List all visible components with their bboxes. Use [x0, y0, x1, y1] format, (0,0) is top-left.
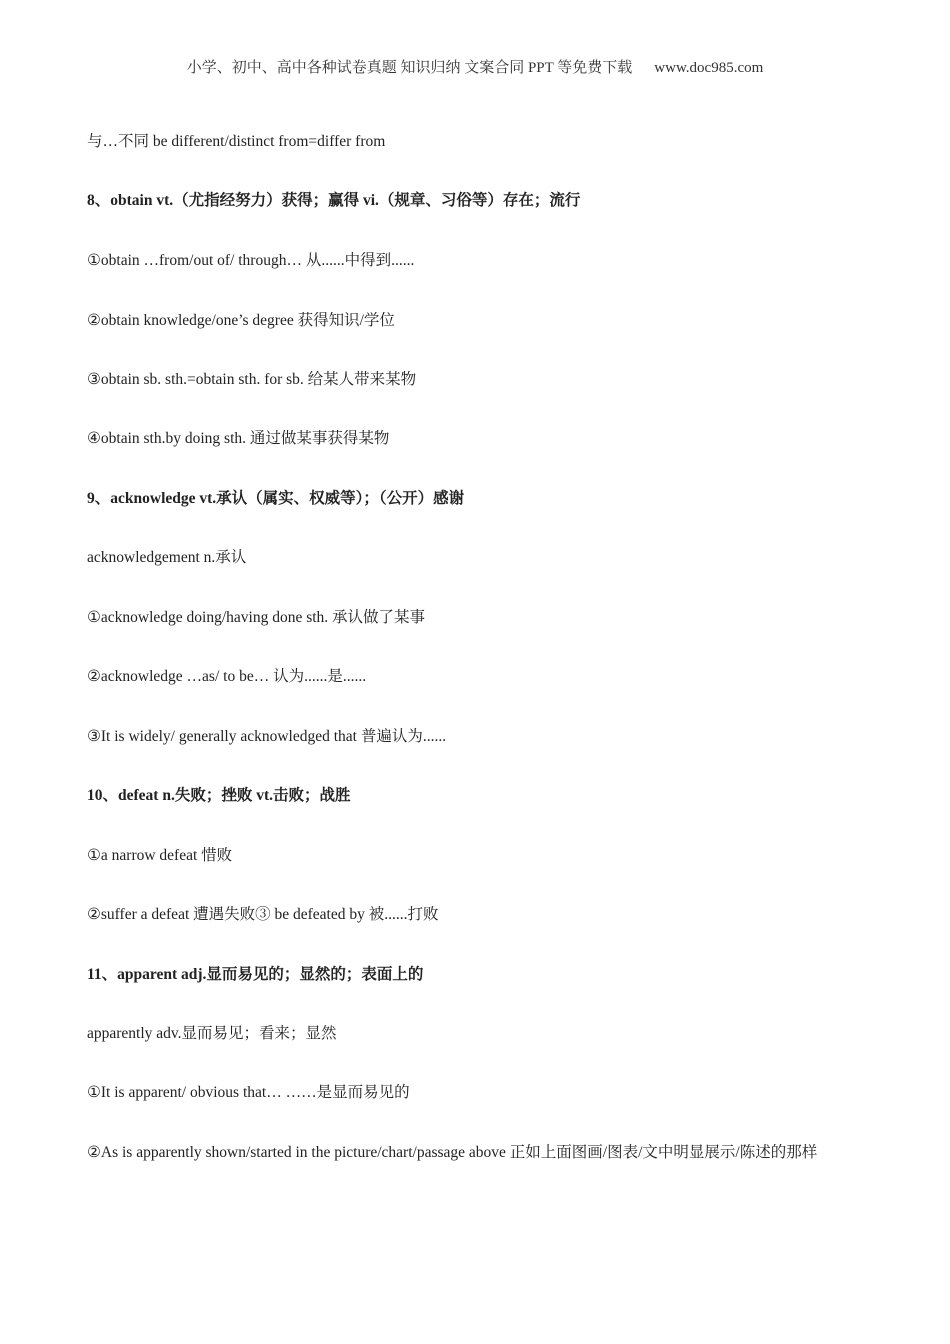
header-text: 小学、初中、高中各种试卷真题 知识归纳 文案合同 PPT 等免费下载 [186, 60, 633, 76]
entry-heading: 9、acknowledge vt.承认（属实、权威等）；（公开）感谢 [87, 490, 465, 507]
text-line: ②As is apparently shown/started in the picture/chart/passage above 正如上面图画/图表/文中明显展示/陈述的那样 [87, 1144, 818, 1161]
text-line: ①acknowledge doing/having done sth. 承认做了某事 [87, 609, 426, 626]
text-line: ③obtain sb. sth.=obtain sth. for sb. 给某人带来某物 [87, 371, 417, 388]
text-line: ①obtain …from/out of/ through… 从......中得到...... [87, 252, 415, 269]
text-line: ④obtain sth.by doing sth. 通过做某事获得某物 [87, 430, 390, 447]
text-line: 与…不同 be different/distinct from=differ from [87, 133, 386, 150]
text-line: ③It is widely/ generally acknowledged that 普遍认为...... [87, 728, 447, 745]
text-line: apparently adv.显而易见；看来；显然 [87, 1025, 337, 1042]
entry-heading: 10、defeat n.失败；挫败 vt.击败；战胜 [87, 787, 351, 804]
text-line: ②suffer a defeat 遭遇失败③ be defeated by 被......打败 [87, 906, 439, 923]
entry-heading: 8、obtain vt.（尤指经努力）获得；赢得 vi.（规章、习俗等）存在；流行 [87, 192, 581, 209]
text-line: ①a narrow defeat 惜败 [87, 847, 233, 864]
text-line: acknowledgement n.承认 [87, 549, 247, 566]
entry-heading: 11、apparent adj.显而易见的；显然的；表面上的 [87, 966, 424, 983]
text-line: ②acknowledge …as/ to be… 认为......是...... [87, 668, 367, 685]
header-site-link[interactable]: www.doc985.com [654, 60, 764, 76]
text-line: ②obtain knowledge/one’s degree 获得知识/学位 [87, 312, 395, 329]
text-line: ①It is apparent/ obvious that… ……是显而易见的 [87, 1084, 410, 1101]
